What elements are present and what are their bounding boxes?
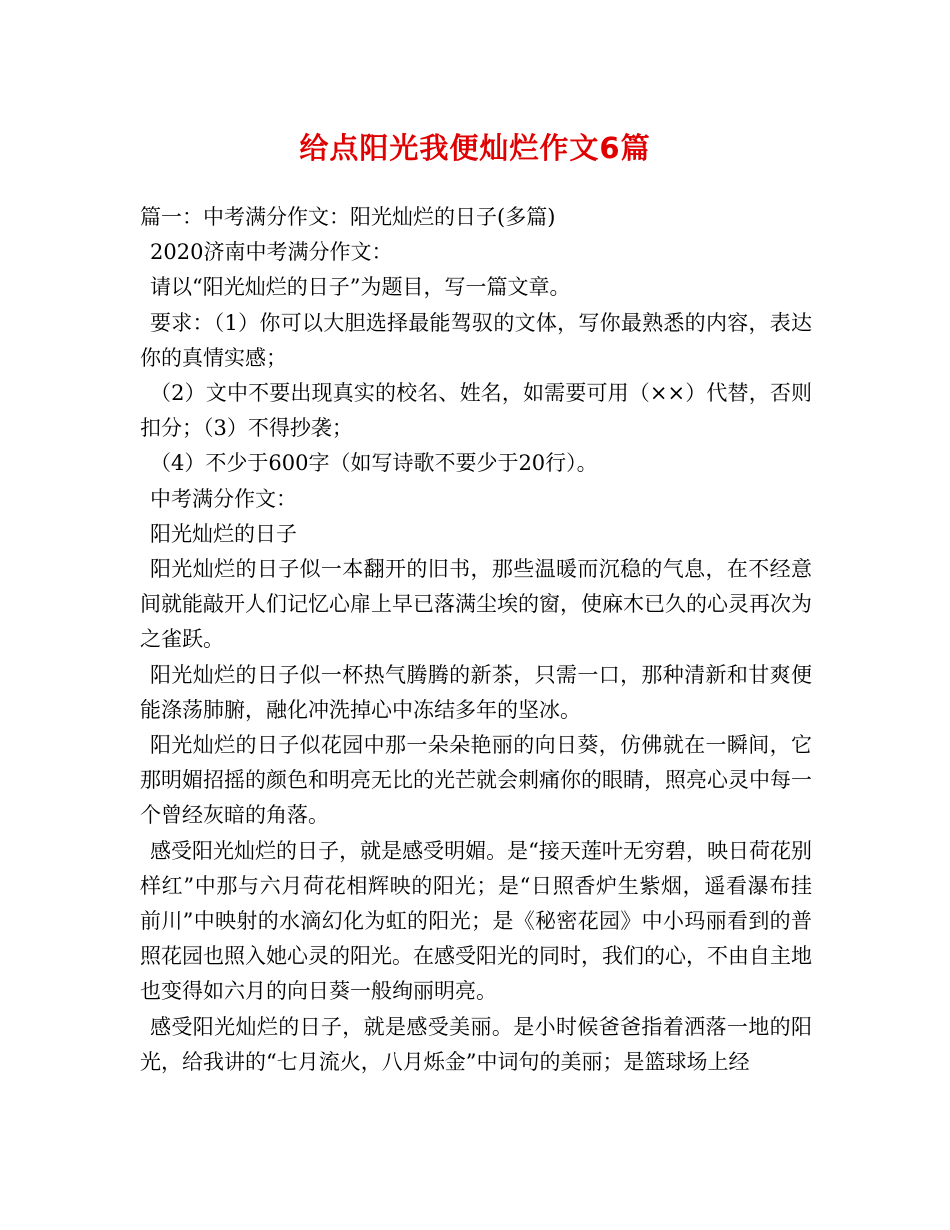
paragraph: （2）文中不要出现真实的校名、姓名，如需要可用（××）代替，否则扣分；（3）不得抄袭； bbox=[140, 381, 812, 441]
paragraph: 阳光灿烂的日子似花园中那一朵朵艳丽的向日葵，仿佛就在一瞬间，它那明媚招摇的颜色和明亮无比的光芒就会刺痛你的眼睛，照亮心灵中每一个曾经灰暗的角落。 bbox=[140, 733, 812, 828]
paragraph: （4）不少于600字（如写诗歌不要少于20行）。 bbox=[150, 451, 598, 476]
paragraph: 要求：（1）你可以大胆选择最能驾驭的文体，写你最熟悉的内容，表达你的真情实感； bbox=[140, 310, 812, 370]
section-heading: 篇一：中考满分作文：阳光灿烂的日子(多篇) bbox=[140, 205, 556, 229]
paragraph: 阳光灿烂的日子似一杯热气腾腾的新茶，只需一口，那种清新和甘爽便能涤荡肺腑，融化冲洗掉心中冻结多年的坚冰。 bbox=[140, 662, 812, 722]
paragraph: 中考满分作文： bbox=[150, 486, 297, 511]
essay-title: 阳光灿烂的日子 bbox=[150, 521, 297, 546]
paragraph: 请以“阳光灿烂的日子”为题目，写一篇文章。 bbox=[150, 275, 571, 300]
document-title: 给点阳光我便灿烂作文6篇 bbox=[299, 131, 651, 165]
paragraph: 阳光灿烂的日子似一本翻开的旧书，那些温暖而沉稳的气息，在不经意间就能敲开人们记忆心扉上早已落满尘埃的窗，使麻木已久的心灵再次为之雀跃。 bbox=[140, 557, 812, 652]
paragraph: 感受阳光灿烂的日子，就是感受美丽。是小时候爸爸指着洒落一地的阳光，给我讲的“七月流火，八月烁金”中词句的美丽；是篮球场上经 bbox=[140, 1014, 812, 1074]
document-body bbox=[140, 200, 812, 1080]
paragraph: 2020济南中考满分作文： bbox=[150, 240, 393, 265]
paragraph: 感受阳光灿烂的日子，就是感受明媚。是“接天莲叶无穷碧，映日荷花别样红”中那与六月荷花相辉映的阳光；是“日照香炉生紫烟，遥看瀑布挂前川”中映射的水滴幻化为虹的阳光；是《秘密花园》中小玛丽看到的普照花园也照入她心灵的阳光。在感受阳光的同时，我们的心，不由自主地也变得如六月的向日葵一般绚丽明亮。 bbox=[140, 838, 812, 1004]
